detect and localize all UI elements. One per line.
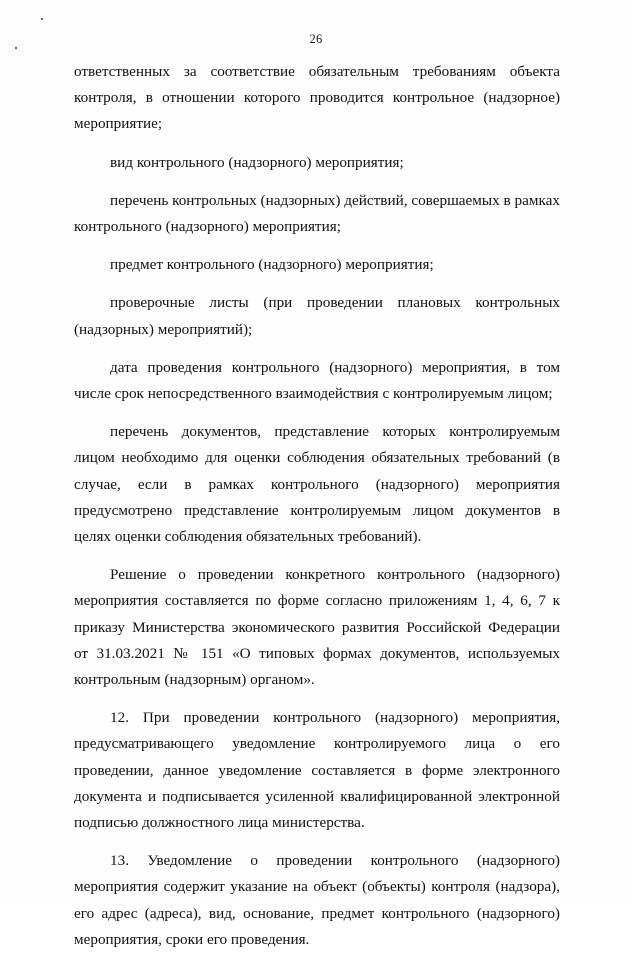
scan-speck xyxy=(15,47,17,49)
paragraph-list-item: вид контрольного (надзорного) мероприятия; xyxy=(110,153,404,171)
paragraph-decision: Решение о проведении конкретного контрольного (надзорного) мероприятия составляется по форме согласно приложениям 1, 4, 6, 7 к приказу Министерства экономического развития Российской Федерации от 31.03.2021 № 151 «О типовых формах документов, используемых контрольным (надзорным) органом». xyxy=(74,566,560,689)
page-number: 26 xyxy=(309,32,323,46)
paragraph-list-item: дата проведения контрольного (надзорного) мероприятия, в том числе срок непосредственного взаимодействия с контролируемым лицом; xyxy=(74,358,560,403)
scan-speck xyxy=(41,18,43,20)
paragraph-list-item: предмет контрольного (надзорного) мероприятия; xyxy=(110,256,434,274)
paragraph-list-item: перечень контрольных (надзорных) действий, совершаемых в рамках контрольного (надзорного) мероприятия; xyxy=(74,191,560,236)
paragraph-list-item: проверочные листы (при проведении плановых контрольных (надзорных) мероприятий); xyxy=(74,294,560,338)
paragraph-continuation: ответственных за соответствие обязательным требованиям объекта контроля, в отношении которого проводится контрольное (надзорное) мероприятие; xyxy=(74,63,560,133)
paragraph-clause-12: 12. При проведении контрольного (надзорного) мероприятия, предусматривающего уведомление контролируемого лица о его проведении, данное уведомление составляется в форме электронного документа и подписывается усиленной квалифицированной электронной подписью должностного лица министерства. xyxy=(74,709,560,832)
document-body xyxy=(74,59,560,953)
paragraph-list-item: перечень документов, представление которых контролируемым лицом необходимо для оценки соблюдения обязательных требований (в случае, если в рамках контрольного (надзорного) мероприятия предусмотрено представление контролируемым лицом документов в целях оценки соблюдения обязательных требований). xyxy=(74,423,560,546)
paragraph-clause-13: 13. Уведомление о проведении контрольного (надзорного) мероприятия содержит указание на объект (объекты) контроля (надзора), его адрес (адреса), вид, основание, предмет контрольного (надзорного) мероприятия, сроки его проведения. xyxy=(74,852,560,948)
